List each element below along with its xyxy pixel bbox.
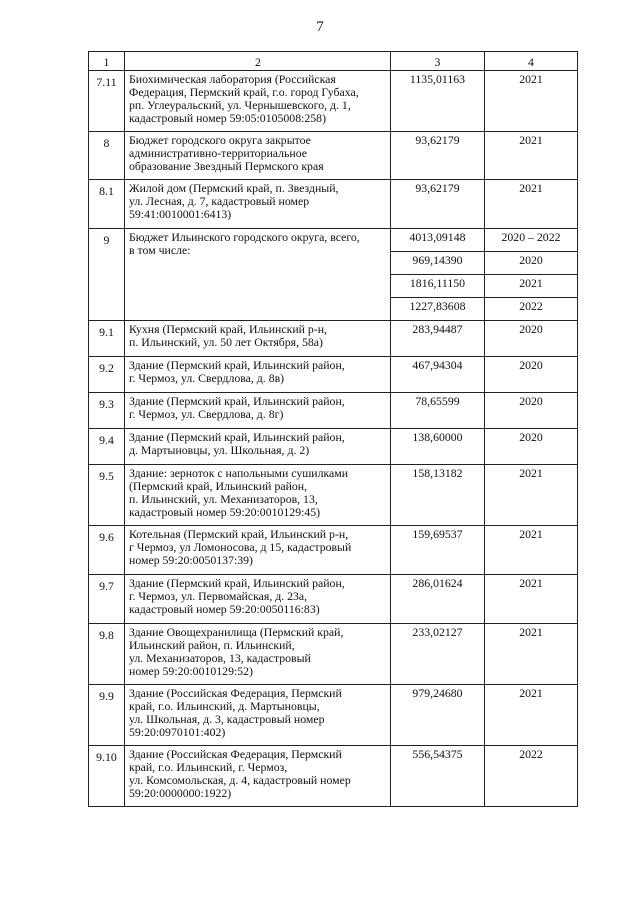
row-number: 9.5 — [89, 465, 125, 526]
table-row — [89, 71, 578, 132]
row-year: 2020 — [485, 357, 578, 393]
row-description: Здание: зерноток с напольными сушилками (Пермский край, Ильинский район, п. Ильинский, ул. Механизаторов, 13, кадастровый номер 59:20:0010129:45) — [125, 465, 391, 526]
row-description: Жилой дом (Пермский край, п. Звездный, ул. Лесная, д. 7, кадастровый номер 59:41:0010001:6413) — [125, 180, 391, 229]
row-year: 2021 — [485, 575, 578, 624]
row-year: 2021 — [485, 275, 578, 298]
table-row — [89, 429, 578, 465]
row-year: 2021 — [485, 132, 578, 180]
row-year: 2020 — [485, 321, 578, 357]
header-col-3: 3 — [391, 52, 485, 71]
row-number: 9.2 — [89, 357, 125, 393]
row-year: 2020 — [485, 429, 578, 465]
row-amount: 467,94304 — [391, 357, 485, 393]
objects-table — [88, 51, 578, 807]
table-row — [89, 575, 578, 624]
row-description: Здание Овощехранилища (Пермский край, Ильинский район, п. Ильинский, ул. Механизаторов, 13, кадастровый номер 59:20:0010129:52) — [125, 624, 391, 685]
row-number: 7.11 — [89, 71, 125, 132]
row-amount: 969,14390 — [391, 252, 485, 275]
row-year: 2021 — [485, 71, 578, 132]
row-year: 2021 — [485, 685, 578, 746]
row-description: Биохимическая лаборатория (Российская Федерация, Пермский край, г.о. город Губаха, рп. Углеуральский, ул. Чернышевского, д. 1, кадастровый номер 59:05:0105008:258) — [125, 71, 391, 132]
row-number: 9.8 — [89, 624, 125, 685]
row-amount: 93,62179 — [391, 132, 485, 180]
row-amount: 159,69537 — [391, 526, 485, 575]
header-col-1: 1 — [89, 52, 125, 71]
row-amount: 1227,83608 — [391, 298, 485, 321]
row-year: 2022 — [485, 298, 578, 321]
table-row — [89, 132, 578, 180]
row-amount: 4013,09148 — [391, 229, 485, 252]
table-row — [89, 357, 578, 393]
table-row — [89, 465, 578, 526]
row-year: 2021 — [485, 624, 578, 685]
row-number: 9.10 — [89, 746, 125, 807]
row-description: Здание (Российская Федерация, Пермский край, г.о. Ильинский, г. Чермоз, ул. Комсомольская, д. 4, кадастровый номер 59:20:0000000:1922) — [125, 746, 391, 807]
row-year: 2020 — [485, 252, 578, 275]
table-header-row — [89, 52, 578, 71]
row-amount: 286,01624 — [391, 575, 485, 624]
row-description: Здание (Пермский край, Ильинский район, г. Чермоз, ул. Первомайская, д. 23а, кадастровый номер 59:20:0050116:83) — [125, 575, 391, 624]
row-description: Бюджет городского округа закрытое административно-территориальное образование Звездный Пермского края — [125, 132, 391, 180]
row-amount: 283,94487 — [391, 321, 485, 357]
row-number: 9.3 — [89, 393, 125, 429]
row-amount: 138,60000 — [391, 429, 485, 465]
row-description: Бюджет Ильинского городского округа, всего, в том числе: — [125, 229, 391, 321]
row-number: 9.7 — [89, 575, 125, 624]
row-number: 9.1 — [89, 321, 125, 357]
table-row — [89, 229, 578, 252]
row-description: Здание (Пермский край, Ильинский район, г. Чермоз, ул. Свердлова, д. 8в) — [125, 357, 391, 393]
table-row — [89, 180, 578, 229]
row-year: 2020 — [485, 393, 578, 429]
row-amount: 979,24680 — [391, 685, 485, 746]
row-number: 9.4 — [89, 429, 125, 465]
row-amount: 1816,11150 — [391, 275, 485, 298]
row-year: 2021 — [485, 526, 578, 575]
row-year: 2022 — [485, 746, 578, 807]
row-description: Здание (Пермский край, Ильинский район, д. Мартыновцы, ул. Школьная, д. 2) — [125, 429, 391, 465]
header-col-4: 4 — [485, 52, 578, 71]
row-year: 2021 — [485, 465, 578, 526]
row-year: 2020 – 2022 — [485, 229, 578, 252]
row-number: 8 — [89, 132, 125, 180]
table-row — [89, 624, 578, 685]
row-amount: 93,62179 — [391, 180, 485, 229]
row-number: 9.6 — [89, 526, 125, 575]
table-row — [89, 746, 578, 807]
row-number: 9 — [89, 229, 125, 321]
row-amount: 1135,01163 — [391, 71, 485, 132]
header-col-2: 2 — [125, 52, 391, 71]
table-row — [89, 321, 578, 357]
row-year: 2021 — [485, 180, 578, 229]
row-amount: 233,02127 — [391, 624, 485, 685]
row-description: Кухня (Пермский край, Ильинский р-н, п. Ильинский, ул. 50 лет Октября, 58а) — [125, 321, 391, 357]
row-amount: 78,65599 — [391, 393, 485, 429]
row-description: Здание (Пермский край, Ильинский район, г. Чермоз, ул. Свердлова, д. 8г) — [125, 393, 391, 429]
row-number: 9.9 — [89, 685, 125, 746]
row-amount: 556,54375 — [391, 746, 485, 807]
table-row — [89, 393, 578, 429]
row-amount: 158,13182 — [391, 465, 485, 526]
page-number: 7 — [316, 19, 324, 35]
row-description: Котельная (Пермский край, Ильинский р-н, г Чермоз, ул Ломоносова, д 15, кадастровый номер 59:20:0050137:39) — [125, 526, 391, 575]
row-number: 8.1 — [89, 180, 125, 229]
row-description: Здание (Российская Федерация, Пермский край, г.о. Ильинский, д. Мартыновцы, ул. Школьная, д. 3, кадастровый номер 59:20:0970101:402) — [125, 685, 391, 746]
table-row — [89, 526, 578, 575]
table-row — [89, 685, 578, 746]
